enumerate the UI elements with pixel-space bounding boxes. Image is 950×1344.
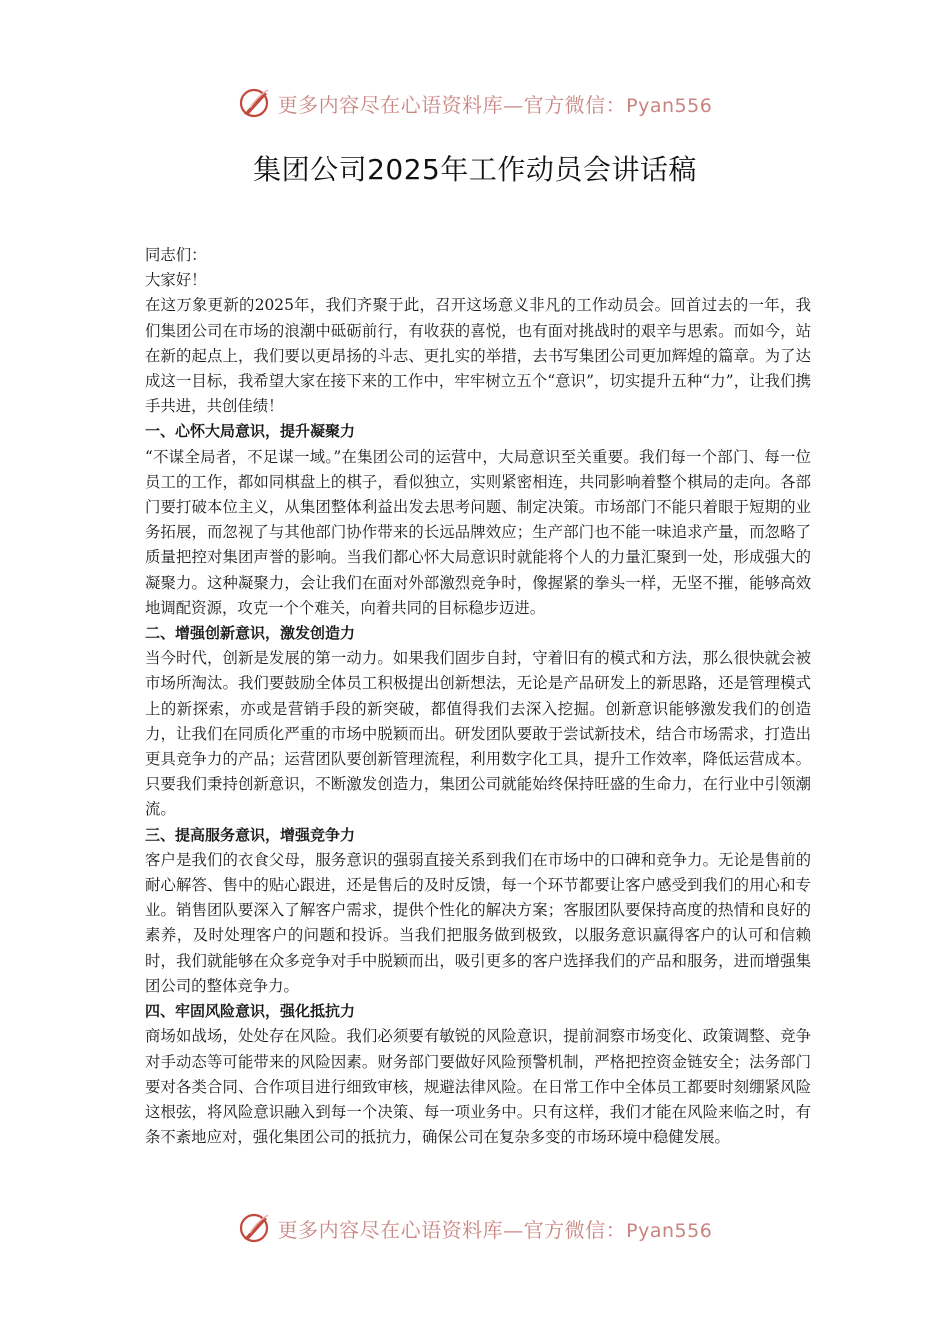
section-heading: 二、增强创新意识，激发创造力	[145, 624, 356, 643]
section-paragraph: 当今时代，创新是发展的第一动力。如果我们固步自封，守着旧有的模式和方法，那么很快就会被市场所淘汰。我们要鼓励全体员工积极提出创新想法，无论是产品研发上的新思路，还是管理模式上的新探索，亦或是营销手段的新突破，都值得我们去深入挖掘。创新意识能够激发我们的创造力，让我们在同质化严重的市场中脱颖而出。研发团队要敢于尝试新技术，结合市场需求，打造出更具竞争力的产品；运营团队要创新管理流程，利用数字化工具，提升工作效率，降低运营成本。只要我们秉持创新意识，不断激发创造力，集团公司就能始终保持旺盛的生命力，在行业中引领潮流。	[145, 649, 811, 819]
quill-logo-icon	[238, 1211, 272, 1245]
section-heading: 三、提高服务意识，增强竞争力	[145, 825, 356, 844]
section-heading: 四、牢固风险意识，强化抵抗力	[145, 1002, 356, 1021]
greeting: 大家好！	[145, 271, 207, 290]
wechat-id: Pyan556	[626, 1219, 713, 1242]
section-paragraph: “不谋全局者，不足谋一域。”在集团公司的运营中，大局意识至关重要。我们每一个部门、每一位员工的工作，都如同棋盘上的棋子，看似独立，实则紧密相连，共同影响着整个棋局的走向。各部门要打破本位主义，从集团整体利益出发去思考问题、制定决策。市场部门不能只着眼于短期的业务拓展，而忽视了与其他部门协作带来的长远品牌效应；生产部门也不能一味追求产量，而忽略了质量把控对集团声誉的影响。当我们都心怀大局意识时就能将个人的力量汇聚到一处，形成强大的凝聚力。这种凝聚力，会让我们在面对外部激烈竞争时，像握紧的拳头一样，无坚不摧，能够高效地调配资源，攻克一个个难关，向着共同的目标稳步迈进。	[145, 447, 811, 617]
section-paragraph: 商场如战场，处处存在风险。我们必须要有敏锐的风险意识，提前洞察市场变化、政策调整、竞争对手动态等可能带来的风险因素。财务部门要做好风险预警机制，严格把控资金链安全；法务部门要对各类合同、合作项目进行细致审核，规避法律风险。在日常工作中全体员工都要时刻绷紧风险这根弦，将风险意识融入到每一个决策、每一项业务中。只有这样，我们才能在风险来临之时，有条不紊地应对，强化集团公司的抵抗力，确保公司在复杂多变的市场环境中稳健发展。	[145, 1027, 811, 1147]
watermark-text	[278, 1214, 713, 1243]
intro-paragraph: 在这万象更新的2025年，我们齐聚于此，召开这场意义非凡的工作动员会。回首过去的一年，我们集团公司在市场的浪潮中砥砺前行，有收获的喜悦，也有面对挑战时的艰辛与思索。而如今，站在新的起点上，我们要以更昂扬的斗志、更扎实的举措，去书写集团公司更加辉煌的篇章。为了达成这一目标，我希望大家在接下来的工作中，牢牢树立五个“意识”，切实提升五种“力”，让我们携手共进，共创佳绩！	[145, 296, 811, 416]
watermark-label: 更多内容尽在心语资料库—官方微信：	[277, 92, 627, 117]
watermark-label: 更多内容尽在心语资料库—官方微信：	[277, 1217, 627, 1242]
page-title: 集团公司2025年工作动员会讲话稿	[253, 153, 697, 186]
quill-logo-icon	[238, 86, 272, 120]
watermark-text	[278, 89, 713, 118]
section-heading: 一、心怀大局意识，提升凝聚力	[145, 422, 356, 441]
header-watermark	[0, 83, 950, 123]
speech-body	[145, 243, 811, 1150]
salutation: 同志们：	[145, 246, 207, 264]
wechat-id: Pyan556	[626, 94, 713, 117]
footer-watermark	[0, 1208, 950, 1248]
section-paragraph: 客户是我们的衣食父母，服务意识的强弱直接关系到我们在市场中的口碑和竞争力。无论是售前的耐心解答、售中的贴心跟进，还是售后的及时反馈，每一个环节都要让客户感受到我们的用心和专业。销售团队要深入了解客户需求，提供个性化的解决方案；客服团队要保持高度的热情和良好的素养，及时处理客户的问题和投诉。当我们把服务做到极致，以服务意识赢得客户的认可和信赖时，我们就能够在众多竞争对手中脱颖而出，吸引更多的客户选择我们的产品和服务，进而增强集团公司的整体竞争力。	[145, 850, 811, 995]
